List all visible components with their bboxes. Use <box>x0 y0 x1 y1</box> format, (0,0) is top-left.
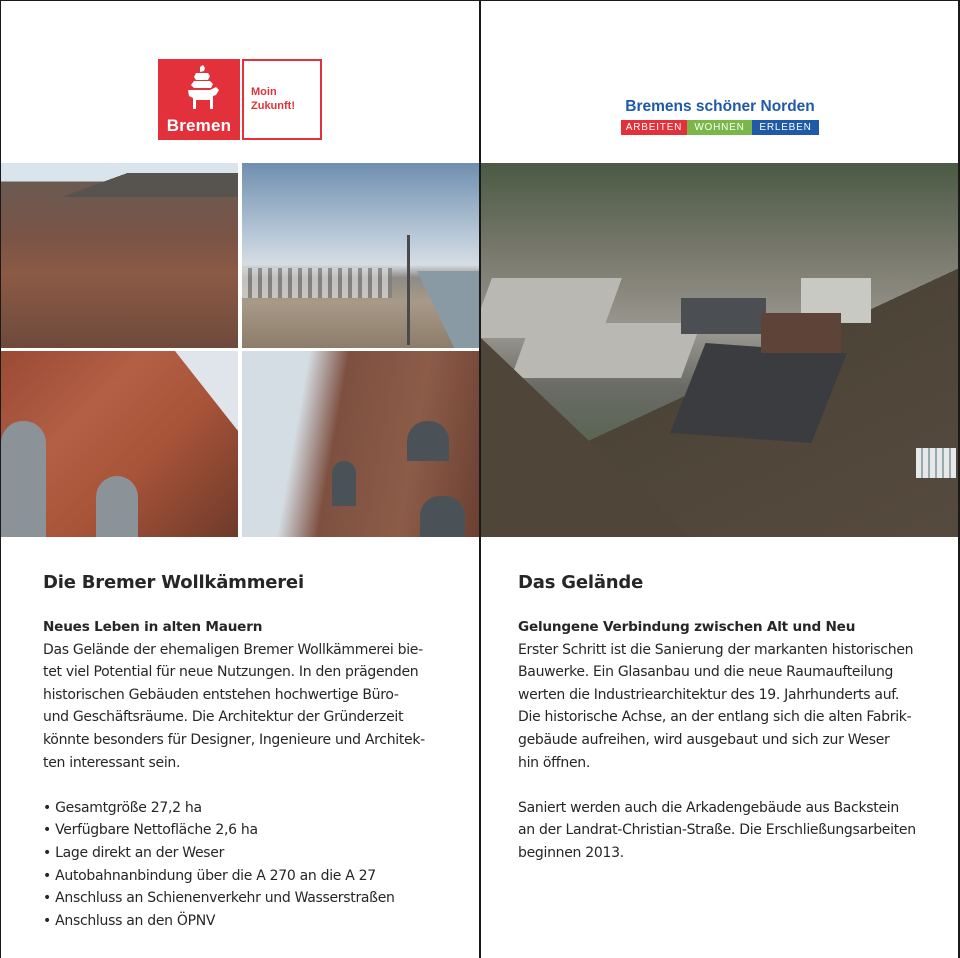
list-item: • Gesamtgröße 27,2 ha <box>43 797 453 820</box>
paragraph-line: Die historische Achse, an der entlang sich die alten Fabrik- <box>518 709 912 726</box>
brick-facade-photo <box>1 351 238 537</box>
right-text-content <box>518 572 938 865</box>
paragraph-line: Das Gelände der ehemaligen Bremer Wollkämmerei bie- <box>43 641 423 658</box>
paragraph-line: an der Landrat-Christian-Straße. Die Erschließungsarbeiten <box>518 822 916 839</box>
right-panel <box>481 1 958 958</box>
town-musicians-icon <box>184 65 220 115</box>
logo-segment-bar <box>621 120 819 135</box>
paragraph-line: tet viel Potential für neue Nutzungen. In den prägenden <box>43 664 419 681</box>
paragraph-1 <box>518 639 938 775</box>
section-title: Das Gelände <box>518 572 644 593</box>
logo-title: Bremens schöner Norden <box>625 98 815 115</box>
paragraph-2 <box>518 797 938 865</box>
paragraph-line: und Geschäftsräume. Die Architektur der Gründerzeit <box>43 709 404 726</box>
paragraph-line: könnte besonders für Designer, Ingenieure und Architek- <box>43 731 425 748</box>
paragraph-line: gebäude aufreihen, wird ausgebaut und sich zur Weser <box>518 731 890 748</box>
paragraph-line: Bauwerke. Ein Glasanbau und die neue Raumaufteilung <box>518 664 894 681</box>
bremen-wordmark: Bremen <box>166 116 232 135</box>
moin-zukunft-tagline-box <box>242 59 322 140</box>
segment-wohnen: WOHNEN <box>687 120 752 135</box>
list-item: • Verfügbare Nettofläche 2,6 ha <box>43 819 453 842</box>
historic-office-building-photo <box>1 163 238 348</box>
bremen-logo <box>158 59 322 140</box>
intro-paragraph <box>43 639 453 775</box>
facts-list <box>43 797 453 933</box>
brick-factory-building-photo <box>242 351 479 537</box>
segment-arbeiten: ARBEITEN <box>621 120 687 135</box>
tagline <box>251 85 295 113</box>
section-subtitle: Gelungene Verbindung zwischen Alt und Neu <box>518 619 856 635</box>
paragraph-line: werten die Industriearchitektur des 19. Jahrhunderts auf. <box>518 686 900 703</box>
list-item: • Anschluss an Schienenverkehr und Wasserstraßen <box>43 887 453 910</box>
section-title: Die Bremer Wollkämmerei <box>43 572 304 593</box>
list-item: • Lage direkt an der Weser <box>43 842 453 865</box>
left-panel <box>1 1 479 958</box>
bremens-schoener-norden-logo <box>621 98 819 135</box>
list-item: • Anschluss an den ÖPNV <box>43 910 453 933</box>
paragraph-line: Erster Schritt ist die Sanierung der markanten historischen <box>518 641 914 658</box>
riverside-parking-quay-photo <box>242 163 479 348</box>
paragraph-line: ten interessant sein. <box>43 754 181 771</box>
section-subtitle: Neues Leben in alten Mauern <box>43 619 263 635</box>
segment-erleben: ERLEBEN <box>752 120 819 135</box>
list-item: • Autobahnanbindung über die A 270 an die A 27 <box>43 865 453 888</box>
tagline-line-2: Zukunft! <box>251 100 295 112</box>
tagline-line-1: Moin <box>251 86 277 98</box>
paragraph-line: Saniert werden auch die Arkadengebäude aus Backstein <box>518 799 899 816</box>
left-text-content <box>43 572 453 932</box>
paragraph-line: beginnen 2013. <box>518 844 624 861</box>
paragraph-line: historischen Gebäuden entstehen hochwertige Büro- <box>43 686 399 703</box>
aerial-site-photo <box>481 163 958 537</box>
bremen-logo-mark <box>158 59 240 140</box>
paragraph-line: hin öffnen. <box>518 754 591 771</box>
